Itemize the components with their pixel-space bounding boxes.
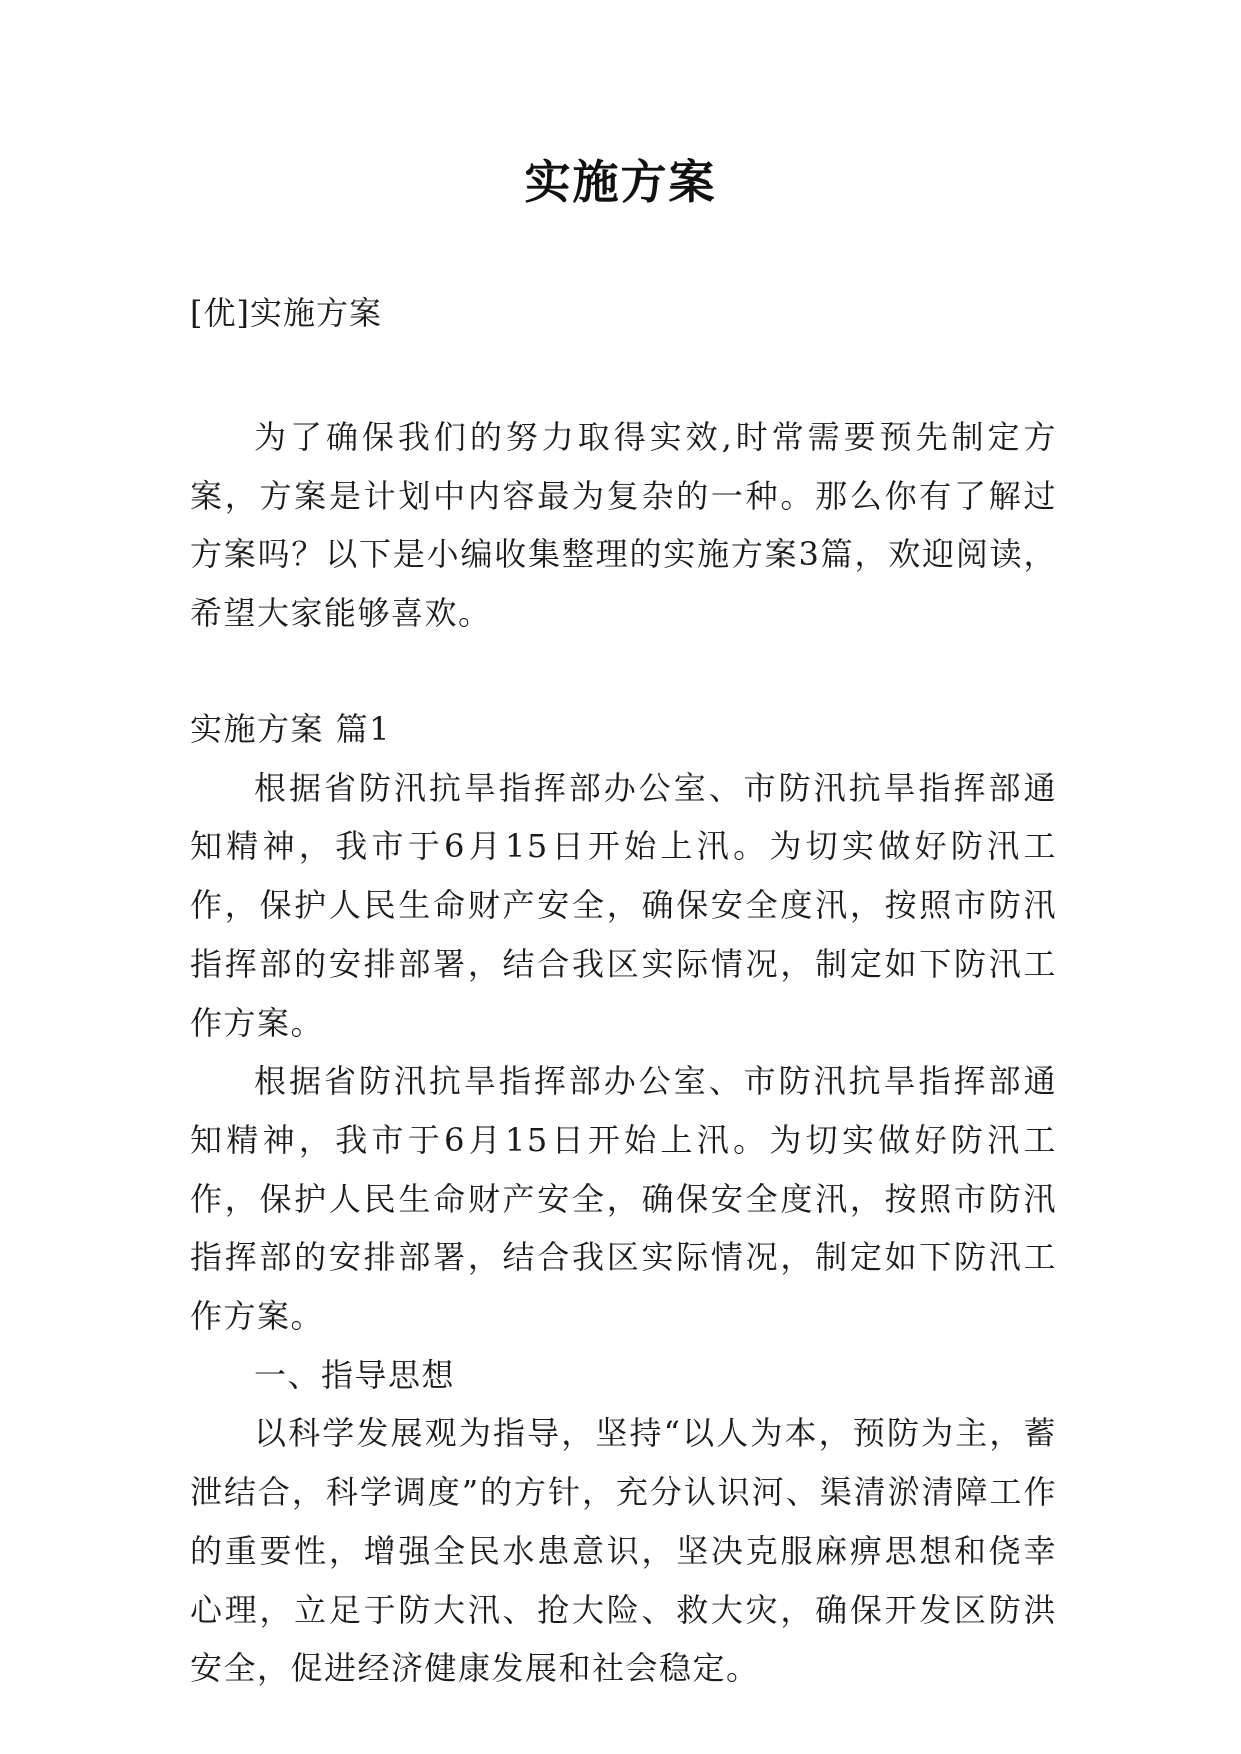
document-title: 实施方案 — [524, 155, 717, 209]
document-subtitle: [优]实施方案 — [190, 294, 382, 332]
intro-block — [190, 408, 1057, 643]
section-block — [190, 700, 1057, 1698]
body-paragraph: 根据省防汛抗旱指挥部办公室、市防汛抗旱指挥部通知精神，我市于6月15日开始上汛。为切实做好防汛工作，保护人民生命财产安全，确保安全度汛，按照市防汛指挥部的安排部署，结合我区实际情况，制定如下防汛工作方案。 — [190, 1062, 1057, 1336]
body-paragraph: 以科学发展观为指导，坚持“以人为本，预防为主，蓄泄结合，科学调度”的方针，充分认识河、渠清淤清障工作的重要性，增强全民水患意识，坚决克服麻痹思想和侥幸心理，立足于防大汛、抢大险、救大灾，确保开发区防洪安全，促进经济健康发展和社会稳定。 — [190, 1414, 1057, 1688]
section-heading: 实施方案 篇1 — [190, 710, 392, 748]
subsection-heading: 一、指导思想 — [254, 1355, 456, 1394]
intro-paragraph: 为了确保我们的努力取得实效,时常需要预先制定方案，方案是计划中内容最为复杂的一种。那么你有了解过方案吗？以下是小编收集整理的实施方案3篇，欢迎阅读，希望大家能够喜欢。 — [190, 418, 1057, 633]
body-paragraph: 根据省防汛抗旱指挥部办公室、市防汛抗旱指挥部通知精神，我市于6月15日开始上汛。为切实做好防汛工作，保护人民生命财产安全，确保安全度汛，按照市防汛指挥部的安排部署，结合我区实际情况，制定如下防汛工作方案。 — [190, 768, 1057, 1042]
